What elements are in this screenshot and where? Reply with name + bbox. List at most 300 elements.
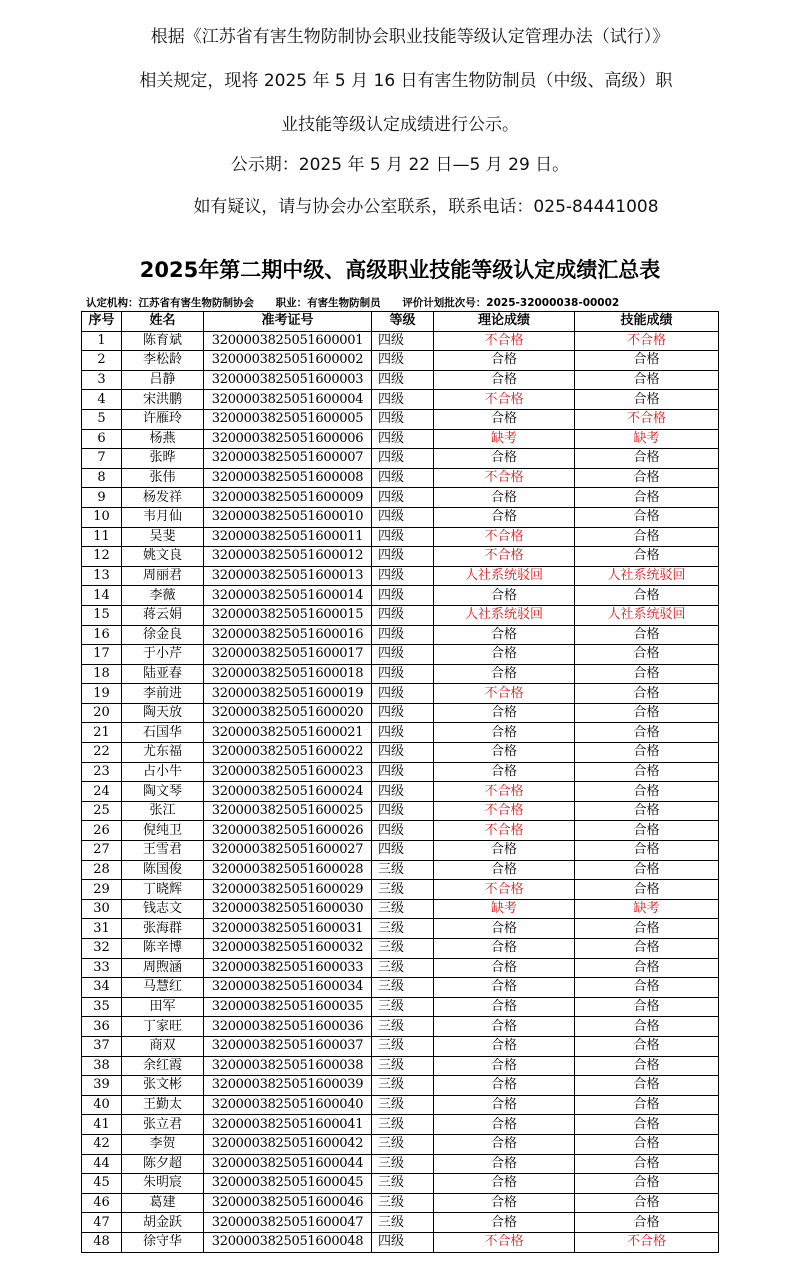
cell-name: 徐金良 (122, 625, 204, 645)
cell-skill: 合格 (575, 782, 719, 802)
cell-skill: 合格 (575, 390, 719, 410)
cell-index: 5 (82, 409, 122, 429)
table-row (82, 1056, 719, 1076)
cell-ticket: 3200003825051600022 (204, 743, 372, 763)
cell-name: 张立君 (122, 1115, 204, 1135)
cell-ticket: 3200003825051600013 (204, 566, 372, 586)
cell-skill: 合格 (575, 468, 719, 488)
cell-level: 三级 (372, 978, 434, 998)
cell-name: 朱明宸 (122, 1174, 204, 1194)
table-row (82, 390, 719, 410)
table-row (82, 1095, 719, 1115)
cell-theory: 合格 (434, 958, 575, 978)
cell-name: 陈国俊 (122, 860, 204, 880)
cell-skill: 合格 (575, 547, 719, 567)
cell-level: 四级 (372, 821, 434, 841)
cell-index: 33 (82, 958, 122, 978)
table-header-row (82, 312, 719, 332)
cell-ticket: 3200003825051600005 (204, 409, 372, 429)
cell-ticket: 3200003825051600034 (204, 978, 372, 998)
table-row (82, 684, 719, 704)
cell-skill: 合格 (575, 625, 719, 645)
cell-index: 26 (82, 821, 122, 841)
cell-level: 四级 (372, 801, 434, 821)
cell-level: 四级 (372, 841, 434, 861)
cell-index: 36 (82, 1017, 122, 1037)
cell-skill: 合格 (575, 351, 719, 371)
table-row (82, 1017, 719, 1037)
cell-theory: 合格 (434, 449, 575, 469)
cell-ticket: 3200003825051600031 (204, 919, 372, 939)
cell-level: 四级 (372, 390, 434, 410)
cell-skill: 合格 (575, 488, 719, 508)
cell-theory: 合格 (434, 1076, 575, 1096)
table-row (82, 1154, 719, 1174)
cell-name: 王勤太 (122, 1095, 204, 1115)
cell-level: 四级 (372, 566, 434, 586)
cell-ticket: 3200003825051600003 (204, 370, 372, 390)
cell-ticket: 3200003825051600044 (204, 1154, 372, 1174)
table-row (82, 547, 719, 567)
cell-theory: 不合格 (434, 547, 575, 567)
cell-level: 三级 (372, 1193, 434, 1213)
cell-index: 31 (82, 919, 122, 939)
cell-ticket: 3200003825051600006 (204, 429, 372, 449)
cell-level: 四级 (372, 645, 434, 665)
cell-skill: 合格 (575, 1213, 719, 1233)
cell-ticket: 3200003825051600008 (204, 468, 372, 488)
cell-level: 三级 (372, 1036, 434, 1056)
meta-job: 职业：有害生物防制员 (275, 297, 381, 309)
cell-index: 9 (82, 488, 122, 508)
table-row (82, 527, 719, 547)
cell-level: 四级 (372, 703, 434, 723)
table-row (82, 1193, 719, 1213)
cell-ticket: 3200003825051600024 (204, 782, 372, 802)
cell-name: 吴斐 (122, 527, 204, 547)
table-row (82, 1076, 719, 1096)
cell-theory: 不合格 (434, 1232, 575, 1252)
cell-ticket: 3200003825051600039 (204, 1076, 372, 1096)
cell-ticket: 3200003825051600029 (204, 880, 372, 900)
cell-level: 四级 (372, 1232, 434, 1252)
cell-skill: 人社系统驳回 (575, 605, 719, 625)
cell-theory: 合格 (434, 919, 575, 939)
table-row (82, 507, 719, 527)
intro-line-4: 公示期：2025 年 5 月 22 日—5 月 29 日。 (230, 155, 570, 175)
cell-level: 四级 (372, 429, 434, 449)
cell-name: 韦月仙 (122, 507, 204, 527)
cell-ticket: 3200003825051600046 (204, 1193, 372, 1213)
cell-name: 周煦涵 (122, 958, 204, 978)
cell-index: 16 (82, 625, 122, 645)
cell-skill: 合格 (575, 939, 719, 959)
table-row (82, 488, 719, 508)
cell-level: 四级 (372, 449, 434, 469)
cell-name: 杨发祥 (122, 488, 204, 508)
table-row (82, 409, 719, 429)
cell-theory: 合格 (434, 978, 575, 998)
cell-name: 张文彬 (122, 1076, 204, 1096)
cell-level: 三级 (372, 880, 434, 900)
cell-index: 45 (82, 1174, 122, 1194)
cell-theory: 不合格 (434, 782, 575, 802)
cell-index: 3 (82, 370, 122, 390)
cell-theory: 合格 (434, 762, 575, 782)
cell-theory: 缺考 (434, 429, 575, 449)
cell-skill: 合格 (575, 978, 719, 998)
cell-level: 三级 (372, 919, 434, 939)
cell-level: 四级 (372, 684, 434, 704)
cell-ticket: 3200003825051600035 (204, 997, 372, 1017)
cell-skill: 合格 (575, 762, 719, 782)
cell-theory: 合格 (434, 997, 575, 1017)
cell-skill: 缺考 (575, 899, 719, 919)
cell-skill: 合格 (575, 860, 719, 880)
table-row (82, 1115, 719, 1135)
cell-skill: 合格 (575, 1036, 719, 1056)
cell-name: 田军 (122, 997, 204, 1017)
table-body (82, 331, 719, 1252)
cell-name: 张晔 (122, 449, 204, 469)
cell-skill: 不合格 (575, 331, 719, 351)
cell-index: 46 (82, 1193, 122, 1213)
cell-name: 陆亚春 (122, 664, 204, 684)
cell-ticket: 3200003825051600014 (204, 586, 372, 606)
cell-index: 17 (82, 645, 122, 665)
cell-theory: 合格 (434, 939, 575, 959)
cell-theory: 合格 (434, 370, 575, 390)
cell-index: 37 (82, 1036, 122, 1056)
cell-index: 30 (82, 899, 122, 919)
cell-level: 四级 (372, 409, 434, 429)
meta-plan: 评价计划批次号：2025-32000038-00002 (402, 297, 620, 309)
cell-ticket: 3200003825051600017 (204, 645, 372, 665)
intro-line-2: 相关规定，现将 2025 年 5 月 16 日有害生物防制员（中级、高级）职 (139, 71, 673, 91)
cell-theory: 合格 (434, 1193, 575, 1213)
cell-theory: 合格 (434, 507, 575, 527)
table-row (82, 429, 719, 449)
cell-ticket: 3200003825051600038 (204, 1056, 372, 1076)
cell-ticket: 3200003825051600007 (204, 449, 372, 469)
header-name: 姓名 (122, 312, 204, 332)
cell-index: 12 (82, 547, 122, 567)
cell-level: 四级 (372, 605, 434, 625)
cell-index: 39 (82, 1076, 122, 1096)
cell-ticket: 3200003825051600020 (204, 703, 372, 723)
cell-ticket: 3200003825051600011 (204, 527, 372, 547)
cell-level: 四级 (372, 743, 434, 763)
cell-skill: 合格 (575, 997, 719, 1017)
cell-ticket: 3200003825051600040 (204, 1095, 372, 1115)
cell-name: 宋洪鹏 (122, 390, 204, 410)
cell-theory: 合格 (434, 625, 575, 645)
results-table (81, 311, 719, 1253)
table-row (82, 997, 719, 1017)
intro-line-1: 根据《江苏省有害生物防制协会职业技能等级认定管理办法（试行）》 (150, 27, 670, 47)
table-row (82, 664, 719, 684)
cell-ticket: 3200003825051600030 (204, 899, 372, 919)
cell-skill: 缺考 (575, 429, 719, 449)
cell-index: 24 (82, 782, 122, 802)
cell-skill: 合格 (575, 684, 719, 704)
cell-name: 胡金跃 (122, 1213, 204, 1233)
cell-index: 18 (82, 664, 122, 684)
cell-ticket: 3200003825051600032 (204, 939, 372, 959)
cell-skill: 合格 (575, 449, 719, 469)
cell-theory: 合格 (434, 1213, 575, 1233)
cell-name: 徐守华 (122, 1232, 204, 1252)
cell-theory: 合格 (434, 743, 575, 763)
cell-ticket: 3200003825051600048 (204, 1232, 372, 1252)
cell-skill: 合格 (575, 1056, 719, 1076)
cell-theory: 人社系统驳回 (434, 605, 575, 625)
cell-name: 余红霞 (122, 1056, 204, 1076)
header-ticket: 准考证号 (204, 312, 372, 332)
table-title: 2025年第二期中级、高级职业技能等级认定成绩汇总表 (139, 258, 661, 282)
cell-ticket: 3200003825051600033 (204, 958, 372, 978)
cell-theory: 合格 (434, 1154, 575, 1174)
cell-index: 34 (82, 978, 122, 998)
cell-ticket: 3200003825051600047 (204, 1213, 372, 1233)
cell-theory: 合格 (434, 1056, 575, 1076)
table-row (82, 978, 719, 998)
intro-line-5: 如有疑议，请与协会办公室联系，联系电话：025-84441008 (193, 197, 659, 217)
cell-skill: 合格 (575, 1134, 719, 1154)
cell-level: 四级 (372, 723, 434, 743)
cell-theory: 合格 (434, 586, 575, 606)
cell-name: 蒋云娟 (122, 605, 204, 625)
cell-name: 商双 (122, 1036, 204, 1056)
cell-ticket: 3200003825051600045 (204, 1174, 372, 1194)
table-row (82, 1134, 719, 1154)
cell-ticket: 3200003825051600018 (204, 664, 372, 684)
cell-name: 周丽君 (122, 566, 204, 586)
cell-skill: 合格 (575, 1076, 719, 1096)
cell-skill: 人社系统驳回 (575, 566, 719, 586)
cell-theory: 不合格 (434, 821, 575, 841)
cell-name: 李前进 (122, 684, 204, 704)
table-row (82, 703, 719, 723)
cell-level: 四级 (372, 664, 434, 684)
table-row (82, 860, 719, 880)
cell-level: 四级 (372, 351, 434, 371)
cell-theory: 合格 (434, 1134, 575, 1154)
table-row (82, 370, 719, 390)
table-row (82, 743, 719, 763)
cell-theory: 合格 (434, 1174, 575, 1194)
cell-ticket: 3200003825051600019 (204, 684, 372, 704)
cell-theory: 合格 (434, 860, 575, 880)
cell-name: 钱志文 (122, 899, 204, 919)
cell-ticket: 3200003825051600037 (204, 1036, 372, 1056)
table-row (82, 645, 719, 665)
cell-name: 丁晓辉 (122, 880, 204, 900)
cell-skill: 合格 (575, 1154, 719, 1174)
table-row (82, 1174, 719, 1194)
cell-skill: 合格 (575, 664, 719, 684)
cell-index: 13 (82, 566, 122, 586)
cell-theory: 不合格 (434, 684, 575, 704)
cell-index: 41 (82, 1115, 122, 1135)
cell-index: 48 (82, 1232, 122, 1252)
table-row (82, 1213, 719, 1233)
table-row (82, 351, 719, 371)
cell-ticket: 3200003825051600004 (204, 390, 372, 410)
cell-theory: 缺考 (434, 899, 575, 919)
table-row (82, 821, 719, 841)
cell-skill: 合格 (575, 527, 719, 547)
cell-index: 23 (82, 762, 122, 782)
cell-name: 姚文良 (122, 547, 204, 567)
cell-index: 28 (82, 860, 122, 880)
cell-level: 三级 (372, 1076, 434, 1096)
cell-level: 三级 (372, 1134, 434, 1154)
cell-name: 吕静 (122, 370, 204, 390)
cell-theory: 合格 (434, 1017, 575, 1037)
cell-skill: 不合格 (575, 409, 719, 429)
cell-index: 10 (82, 507, 122, 527)
cell-name: 陶天放 (122, 703, 204, 723)
cell-index: 25 (82, 801, 122, 821)
cell-theory: 合格 (434, 488, 575, 508)
table-row (82, 331, 719, 351)
cell-skill: 合格 (575, 703, 719, 723)
cell-ticket: 3200003825051600021 (204, 723, 372, 743)
cell-ticket: 3200003825051600002 (204, 351, 372, 371)
cell-level: 四级 (372, 331, 434, 351)
table-row (82, 958, 719, 978)
table-row (82, 899, 719, 919)
cell-level: 三级 (372, 997, 434, 1017)
table-row (82, 1036, 719, 1056)
cell-index: 44 (82, 1154, 122, 1174)
cell-skill: 合格 (575, 645, 719, 665)
cell-skill: 合格 (575, 743, 719, 763)
cell-skill: 合格 (575, 1174, 719, 1194)
cell-level: 三级 (372, 958, 434, 978)
cell-skill: 合格 (575, 919, 719, 939)
cell-theory: 人社系统驳回 (434, 566, 575, 586)
cell-ticket: 3200003825051600027 (204, 841, 372, 861)
header-skill: 技能成绩 (575, 312, 719, 332)
cell-index: 38 (82, 1056, 122, 1076)
cell-name: 张海群 (122, 919, 204, 939)
cell-theory: 合格 (434, 703, 575, 723)
table-row (82, 841, 719, 861)
cell-name: 李贺 (122, 1134, 204, 1154)
cell-theory: 不合格 (434, 880, 575, 900)
cell-theory: 合格 (434, 645, 575, 665)
cell-index: 42 (82, 1134, 122, 1154)
cell-level: 三级 (372, 1095, 434, 1115)
header-theory: 理论成绩 (434, 312, 575, 332)
cell-name: 张伟 (122, 468, 204, 488)
cell-theory: 不合格 (434, 527, 575, 547)
cell-name: 许雁玲 (122, 409, 204, 429)
cell-theory: 合格 (434, 1115, 575, 1135)
meta-org: 认定机构：江苏省有害生物防制协会 (86, 297, 254, 309)
table-row (82, 566, 719, 586)
cell-ticket: 3200003825051600041 (204, 1115, 372, 1135)
cell-ticket: 3200003825051600015 (204, 605, 372, 625)
cell-index: 27 (82, 841, 122, 861)
cell-theory: 合格 (434, 664, 575, 684)
cell-skill: 合格 (575, 958, 719, 978)
cell-index: 8 (82, 468, 122, 488)
table-row (82, 762, 719, 782)
cell-name: 张江 (122, 801, 204, 821)
table-row (82, 449, 719, 469)
cell-ticket: 3200003825051600009 (204, 488, 372, 508)
header-level: 等级 (372, 312, 434, 332)
cell-index: 2 (82, 351, 122, 371)
cell-ticket: 3200003825051600025 (204, 801, 372, 821)
table-row (82, 605, 719, 625)
cell-index: 35 (82, 997, 122, 1017)
cell-level: 四级 (372, 370, 434, 390)
cell-index: 19 (82, 684, 122, 704)
cell-index: 29 (82, 880, 122, 900)
cell-theory: 合格 (434, 723, 575, 743)
cell-ticket: 3200003825051600042 (204, 1134, 372, 1154)
cell-level: 四级 (372, 625, 434, 645)
cell-index: 7 (82, 449, 122, 469)
table-row (82, 919, 719, 939)
cell-skill: 合格 (575, 821, 719, 841)
cell-level: 三级 (372, 899, 434, 919)
table-row (82, 939, 719, 959)
cell-name: 陈夕超 (122, 1154, 204, 1174)
cell-skill: 合格 (575, 507, 719, 527)
cell-name: 丁家旺 (122, 1017, 204, 1037)
cell-name: 石国华 (122, 723, 204, 743)
cell-theory: 合格 (434, 1036, 575, 1056)
cell-index: 15 (82, 605, 122, 625)
cell-skill: 合格 (575, 1115, 719, 1135)
cell-index: 4 (82, 390, 122, 410)
cell-theory: 不合格 (434, 390, 575, 410)
cell-name: 杨燕 (122, 429, 204, 449)
table-row (82, 801, 719, 821)
cell-theory: 不合格 (434, 331, 575, 351)
intro-line-3: 业技能等级认定成绩进行公示。 (281, 115, 519, 135)
cell-level: 三级 (372, 1056, 434, 1076)
cell-level: 三级 (372, 860, 434, 880)
cell-skill: 合格 (575, 841, 719, 861)
cell-skill: 合格 (575, 1017, 719, 1037)
cell-level: 四级 (372, 488, 434, 508)
cell-name: 占小牛 (122, 762, 204, 782)
cell-level: 四级 (372, 586, 434, 606)
cell-name: 李松龄 (122, 351, 204, 371)
header-index: 序号 (82, 312, 122, 332)
cell-skill: 不合格 (575, 1232, 719, 1252)
cell-index: 47 (82, 1213, 122, 1233)
cell-index: 40 (82, 1095, 122, 1115)
cell-theory: 不合格 (434, 801, 575, 821)
cell-level: 四级 (372, 527, 434, 547)
cell-ticket: 3200003825051600023 (204, 762, 372, 782)
cell-theory: 合格 (434, 351, 575, 371)
cell-name: 陶文琴 (122, 782, 204, 802)
table-meta (86, 295, 786, 310)
cell-ticket: 3200003825051600010 (204, 507, 372, 527)
cell-ticket: 3200003825051600001 (204, 331, 372, 351)
cell-skill: 合格 (575, 880, 719, 900)
cell-level: 三级 (372, 1115, 434, 1135)
table-row (82, 880, 719, 900)
